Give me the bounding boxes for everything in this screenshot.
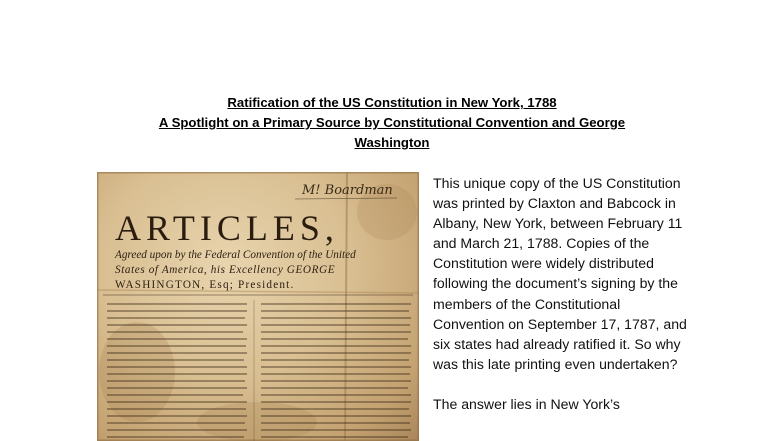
title-line-3: Washington — [354, 135, 430, 150]
constitution-printing-image — [97, 172, 419, 441]
paragraph-1: This unique copy of the US Constitution was printed by Claxton and Babcock in Albany, New York, between February 11 and March 21, 1788. Copies of the Constitution were widely distributed following the document’s signing by the members of the Constitutional Convention on September 17, 1787, and six states had already ratified it. So why was this late printing even undertaken? — [433, 175, 687, 372]
title-line-1: Ratification of the US Constitution in New York, 1788 — [227, 95, 557, 110]
subheading-line-1: Agreed upon by the Federal Convention of the United — [115, 249, 356, 261]
paragraph-2: The answer lies in New York’s — [433, 395, 620, 412]
title-line-2: A Spotlight on a Primary Source by Constitutional Convention and George — [158, 115, 626, 130]
articles-heading: ARTICLES, — [115, 208, 339, 248]
body-text — [433, 173, 695, 434]
constitution-printing-svg — [97, 172, 419, 441]
signature-text: M! Boardman — [302, 183, 393, 198]
subheading-line-2: States of America, his Excellency GEORGE — [115, 264, 336, 276]
document-title — [100, 93, 684, 153]
subheading-line-3: WASHINGTON, Esq; President. — [115, 279, 295, 291]
